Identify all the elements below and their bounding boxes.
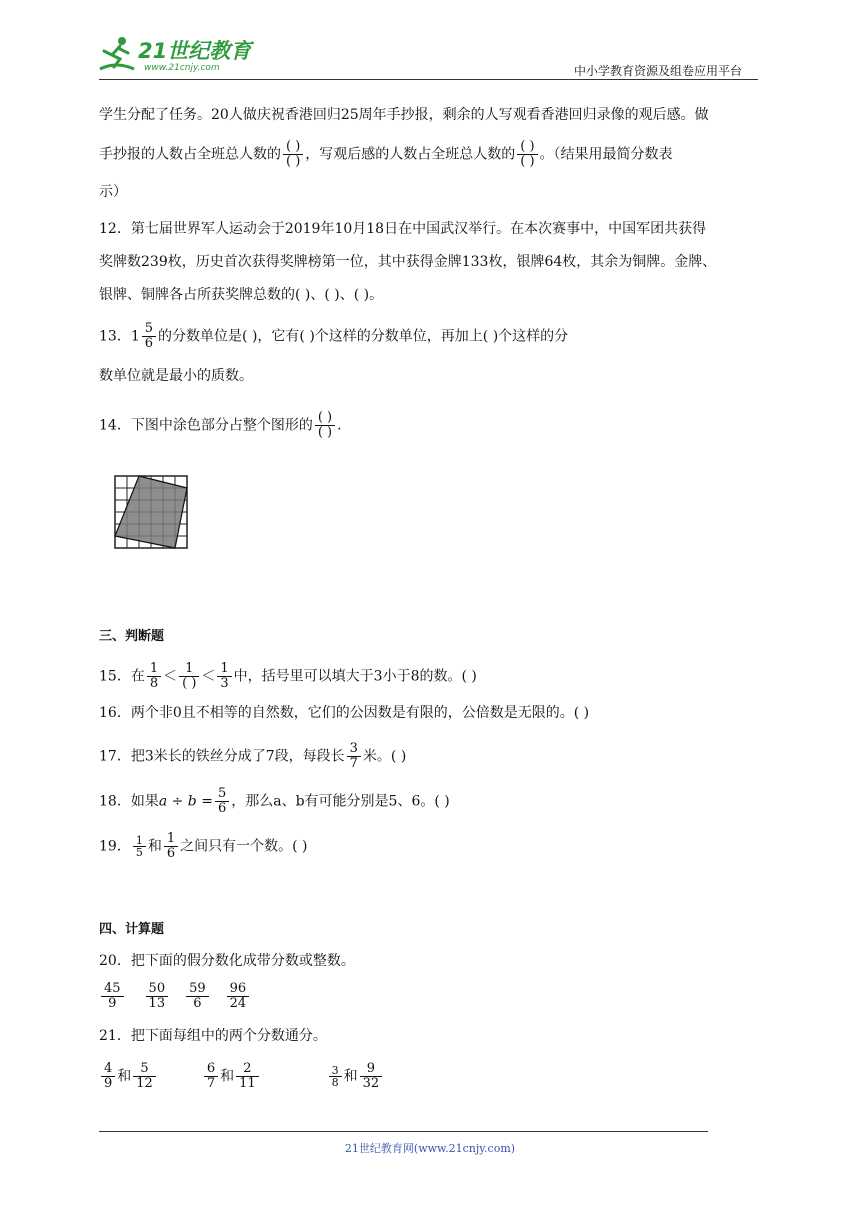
- q13-line1: 13．1 $\frac{5}{6}$ 的分数单位是( )，它有( )个这样的分数单位，再加上( )个这样的分: [99, 321, 569, 351]
- shaded-square-figure: [113, 474, 193, 554]
- q11-line1: 学生分配了任务。20人做庆祝香港回归25周年手抄报，剩余的人写观看香港回归录像的观后感。做: [99, 107, 709, 123]
- logo-text: 21世纪教育: [138, 39, 252, 63]
- q12-line3: 银牌、铜牌各占所获奖牌总数的( )、( )、( )。: [99, 287, 384, 303]
- header-rule: [99, 79, 758, 80]
- fraction: $\frac{96}{24}$: [227, 982, 250, 1011]
- q12-line1: 12．第七届世界军人运动会于2019年10月18日在中国武汉举行。在本次赛事中，中国军团共获得: [99, 221, 707, 237]
- q11-line3: 示）: [99, 184, 127, 200]
- q21-pairs: $\frac{4}{9}$ 和 $\frac{5}{12}$ $\frac{6}{7}$ 和 $\frac{2}{11}$ $\frac{3}{8}$ 和 $\frac{9}{32}$: [99, 1062, 384, 1091]
- footer-link[interactable]: 21世纪教育网(www.21cnjy.com): [344, 1142, 516, 1155]
- header-logo: [94, 33, 264, 79]
- q16-line: 16．两个非0且不相等的自然数，它们的公因数是有限的，公倍数是无限的。( ): [99, 705, 590, 721]
- fraction: $\frac{59}{6}$: [186, 982, 209, 1011]
- runner-logo-icon: [94, 33, 138, 77]
- section-4-title: 四、计算题: [99, 922, 165, 937]
- q20-fractions: [99, 982, 251, 1011]
- q18-line: 18．如果a ÷ b = $\frac{5}{6}$ ，那么a、b有可能分别是5、6。( ): [99, 786, 450, 816]
- q19-line: 19． $\frac{1}{5}$ 和 $\frac{1}{6}$ 之间只有一个数。( ): [99, 831, 308, 861]
- q11-line2: 手抄报的人数占全班总人数的 $\frac{( )}{( )}$ ，写观后感的人数占全班总人数的 $\frac{( )}{( )}$ 。（结果用最简分数表: [99, 139, 673, 169]
- footer-rule: [99, 1131, 708, 1132]
- section-3-title: 三、判断题: [99, 629, 165, 644]
- q13-line2: 数单位就是最小的质数。: [99, 368, 253, 384]
- q14-line: 14．下图中涂色部分占整个图形的 $\frac{( )}{( )}$ .: [99, 410, 342, 440]
- fraction-blank: $\frac{( )}{( )}$: [315, 411, 335, 440]
- q12-line2: 奖牌数239枚，历史首次获得奖牌榜第一位，其中获得金牌133枚，银牌64枚，其余为铜牌。金牌、: [99, 254, 717, 270]
- q20-line: 20．把下面的假分数化成带分数或整数。: [99, 953, 355, 969]
- platform-name: 中小学教育资源及组卷应用平台: [574, 64, 743, 78]
- fraction: $\frac{45}{9}$: [101, 982, 124, 1011]
- fraction-blank: $\frac{( )}{( )}$: [517, 140, 537, 169]
- fraction-blank: $\frac{( )}{( )}$: [283, 140, 303, 169]
- logo-url: www.21cnjy.com: [144, 63, 220, 73]
- q21-line: 21．把下面每组中的两个分数通分。: [99, 1028, 327, 1044]
- mixed-fraction: $\frac{5}{6}$: [142, 322, 156, 351]
- q17-line: 17．把3米长的铁丝分成了7段，每段长 $\frac{3}{7}$ 米。( ): [99, 741, 407, 771]
- fraction: $\frac{50}{13}$: [146, 982, 169, 1011]
- q15-line: 15．在 $\frac{1}{8}$ ＜ $\frac{1}{( )}$ ＜ $\frac{1}{3}$ 中，括号里可以填大于3小于8的数。( ): [99, 661, 477, 691]
